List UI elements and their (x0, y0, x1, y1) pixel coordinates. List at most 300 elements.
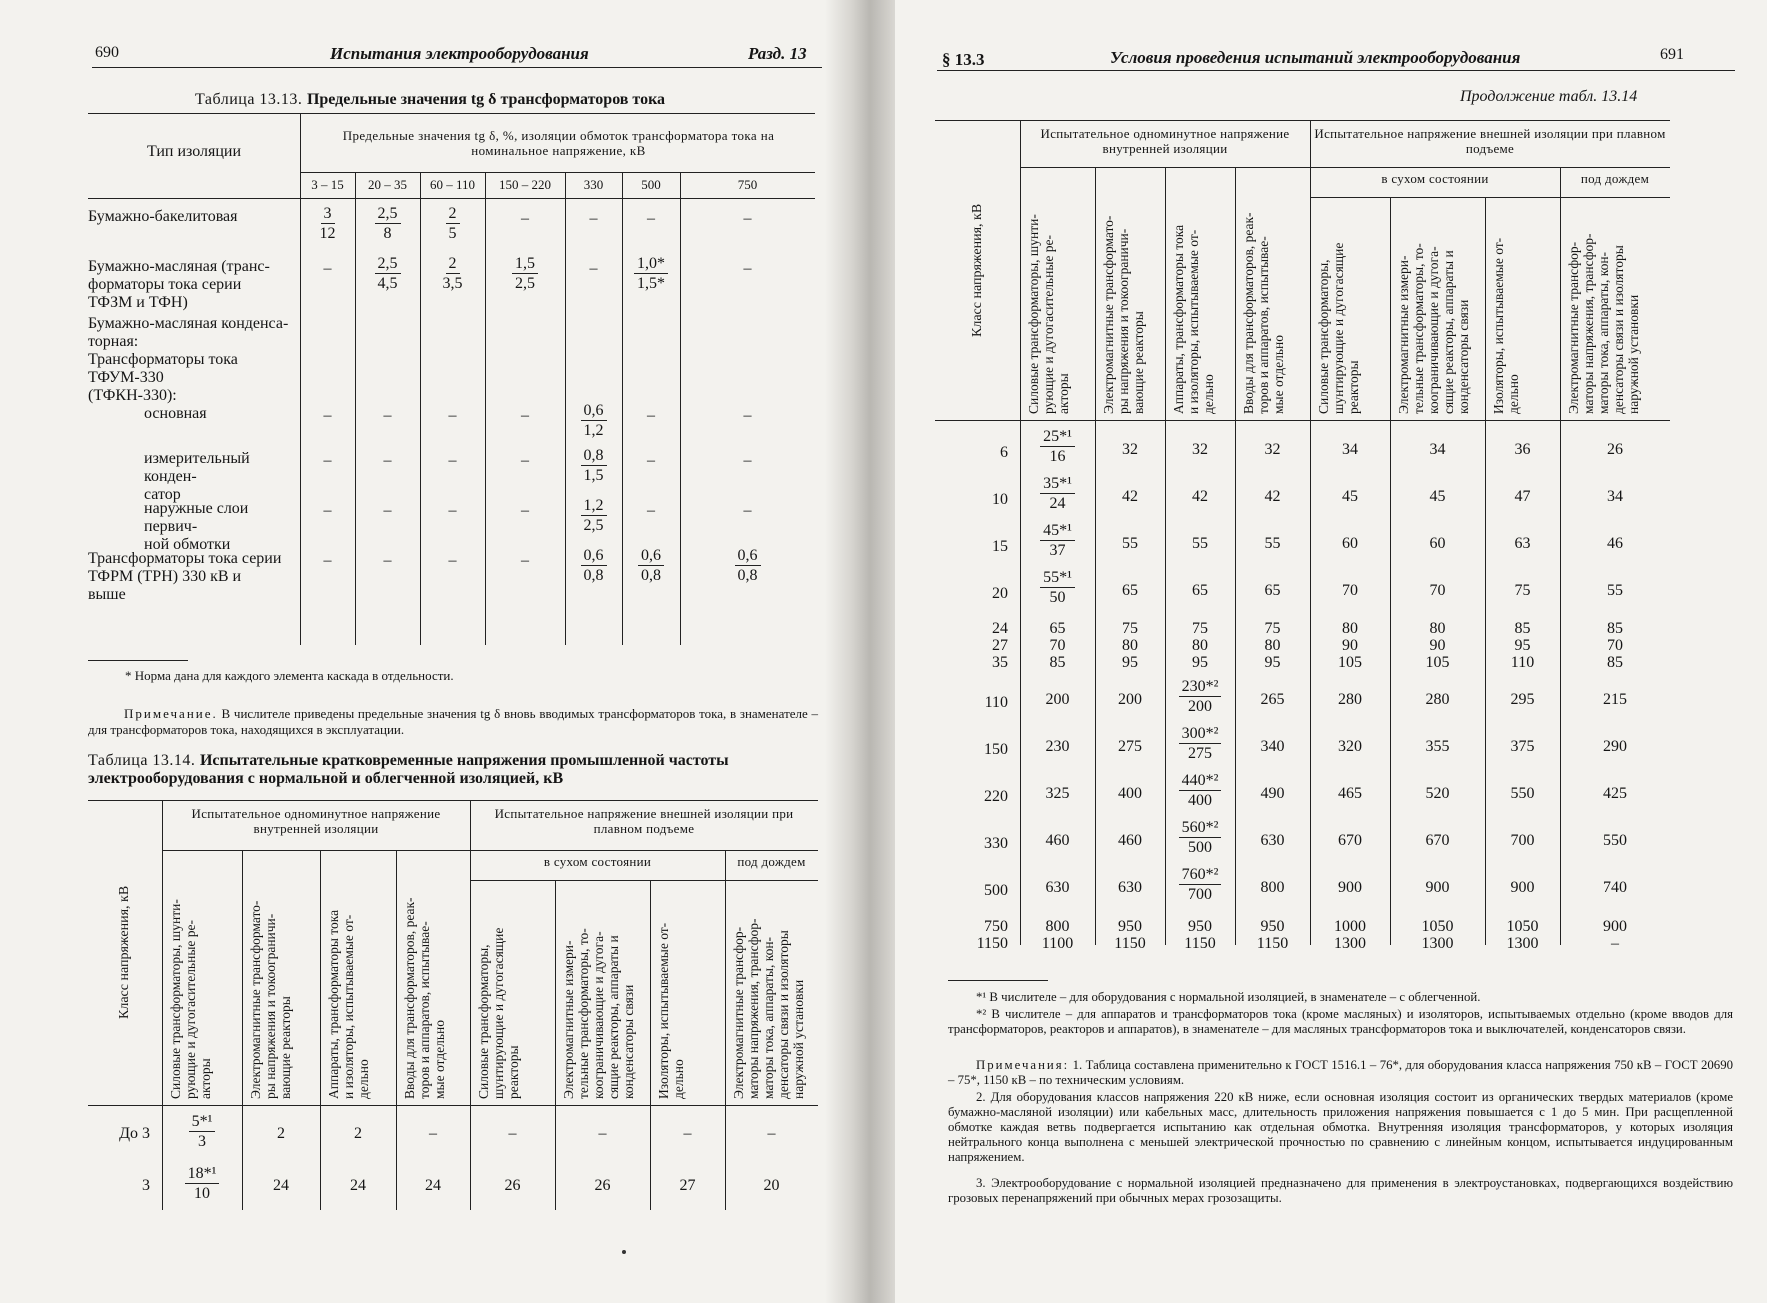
denominator: 2,5 (515, 275, 535, 292)
fraction (1179, 771, 1222, 810)
table-cell: 325 (1045, 785, 1070, 802)
table-rule (88, 800, 818, 801)
table-cell: 26 (1607, 441, 1623, 458)
note-2: 2. Для оборудования классов напряжения 220 кВ ниже, если основная изоляция состоит из органических твердых материалов (кроме бумажно-масляной изоляции) или кабельных масс, длительность приложения напряжения повышается с 1 до 5 мин. При расщепленной обмотке каждая ветвь подвергается испытанию как отдельная обмотка. Внутренняя изоляция трансформаторов, у которых изоляция нейтрального конца выполнена с меньшей электрической прочностью по сравнению с линейным концом, испытывается индуцированным напряжением. (948, 1090, 1733, 1164)
table-cell: – (383, 502, 392, 519)
table-rule (1020, 167, 1670, 168)
fraction (638, 546, 664, 585)
table-cell: – (383, 407, 392, 424)
value-stack: 1050 1300 (1506, 918, 1539, 952)
table-cell: – (323, 452, 332, 469)
table-cell: – (647, 502, 655, 519)
voltage-header: 3 – 15 (311, 177, 344, 192)
table-cell: 32 (1264, 441, 1281, 458)
value-stack: 800 1100 (1041, 918, 1074, 952)
table-rule (300, 172, 815, 173)
right-page (895, 0, 1767, 1303)
table-rule (1390, 197, 1391, 420)
col-header-8: Электромагнитные трансфор- маторы напряжения, трансфор- маторы тока, аппараты, кон- денсаторы связи и изоляторы наружной установки (1566, 233, 1641, 414)
table-cell: 740 (1603, 879, 1627, 896)
col-header-5: Силовые трансформаторы, шунтирующие и дугогасящие реакторы (476, 927, 521, 1099)
numerator: 1,2 (581, 496, 607, 516)
table-cell: 60 (1342, 535, 1358, 552)
table-cell: 26 (594, 1177, 611, 1194)
table-cell (606, 254, 696, 293)
table-cell: 900 (1510, 879, 1535, 896)
klass-value: 220 (984, 788, 1008, 805)
table-cell: 46 (1607, 535, 1623, 552)
table-cell: 20 (763, 1177, 780, 1194)
table-cell: – (743, 407, 752, 424)
klass-value: 150 (984, 741, 1008, 758)
row-label: Бумажно-масляная конденса- торная: Трансформаторы тока ТФУМ-330 (ТФКН-330): (88, 315, 289, 404)
table-cell: 36 (1514, 441, 1531, 458)
denominator: 1,5 (583, 467, 604, 484)
fraction (1179, 724, 1222, 763)
table-rule (1165, 167, 1166, 420)
table-rule (725, 850, 726, 1105)
voltage-header: 500 (641, 177, 661, 192)
running-head-right: Условия проведения испытаний электрооборудования (1110, 48, 1521, 67)
col-header-3: Аппараты, трансформаторы тока и изоляторы, испытываемые от- дельно (1171, 224, 1216, 414)
table-rule (88, 1105, 818, 1106)
table-cell: – (647, 210, 655, 227)
table-cell: 70 (1342, 582, 1358, 599)
numerator: 0,6 (638, 546, 664, 566)
table-cell: 465 (1338, 785, 1362, 802)
table-cell (703, 546, 793, 585)
table-cell: 34 (1342, 441, 1358, 458)
table-cell: 425 (1603, 785, 1627, 802)
table-cell: – (383, 452, 392, 469)
klass-value: 20 (992, 585, 1008, 602)
row-label: наружные слои первич- ной обмотки (144, 500, 249, 553)
col-header-6: Электромагнитные измери- тельные трансформаторы, то- коограничивающие и дугога- сящие реакторы, аппараты и конденсаторы связи (561, 928, 636, 1099)
denominator: 37 (1049, 542, 1066, 559)
table-rule (1095, 167, 1096, 420)
table-cell: 670 (1425, 832, 1450, 849)
table-cell: 24 (273, 1177, 289, 1194)
value-stack: 75 80 95 (1192, 620, 1208, 671)
fraction (375, 254, 401, 293)
table13-footnote: * Норма дана для каждого элемента каскада в отдельности. (125, 668, 454, 683)
table-cell: 75 (1514, 582, 1531, 599)
table-rule (555, 880, 556, 1105)
table-cell: – (383, 552, 392, 569)
numerator: 18*¹ (185, 1164, 220, 1184)
col-values-header: Предельные значения tg δ, %, изоляции обмоток трансформатора тока на номинальное напряжение, кВ (342, 128, 775, 158)
footnote-2: *² В числителе – для аппаратов и трансформаторов тока (кроме масляных) и изоляторов, испытываемых отдельно (кроме вводов для трансформаторов, реакторов и аппаратов), в знаменателе – для масляных трансформаторов тока и выключателей, конденсаторов связи. (948, 1007, 1733, 1036)
klass-value: 330 (984, 835, 1008, 852)
table-cell: 275 (1118, 738, 1142, 755)
fraction (446, 204, 460, 243)
table-cell: 42 (1122, 488, 1138, 505)
table-cell: 42 (1192, 488, 1208, 505)
fraction (581, 546, 607, 585)
denominator: 16 (1049, 448, 1066, 465)
col-header-7: Изоляторы, испытываемые от- дельно (656, 922, 686, 1099)
table-cell: – (448, 407, 457, 424)
fraction (634, 254, 668, 293)
value-stack: 85 95 110 (1510, 620, 1535, 671)
fraction (1040, 521, 1075, 560)
table-cell: 355 (1425, 738, 1450, 755)
table-cell: 460 (1045, 832, 1070, 849)
table-cell: 550 (1510, 785, 1535, 802)
group-outer-header: Испытательное напряжение внешней изоляции при плавном подъеме (494, 806, 794, 836)
table-cell: 630 (1045, 879, 1070, 896)
running-head: Испытания электрооборудования (330, 44, 589, 63)
dry-header: в сухом состоянии (1381, 171, 1489, 186)
row-label: измерительный конден- сатор (144, 450, 250, 503)
value-stack: 75 80 95 (1264, 620, 1281, 671)
table-cell: – (767, 1125, 776, 1142)
table-cell: – (598, 1125, 607, 1142)
denominator: 12 (319, 225, 336, 242)
table-cell: 340 (1260, 738, 1285, 755)
table-cell: 400 (1118, 785, 1142, 802)
table-cell: 45 (1342, 488, 1358, 505)
table-cell: 670 (1338, 832, 1362, 849)
voltage-header: 330 (583, 177, 604, 192)
table-cell: 32 (1122, 441, 1138, 458)
table-cell: – (429, 1125, 437, 1142)
col-header-8: Электромагнитные трансфор- маторы напряжения, трансфор- маторы тока, аппараты, кон- денсаторы связи и изоляторы наружной установки (731, 918, 806, 1099)
col-header-3: Аппараты, трансформаторы тока и изоляторы, испытываемые от- дельно (326, 909, 371, 1099)
value-stack: 900 – (1603, 918, 1627, 952)
row-label: Трансформаторы тока серии ТФРМ (ТРН) 330 кВ и выше (88, 550, 282, 603)
value-stack: 950 1150 (1114, 918, 1146, 952)
col-header-6: Электромагнитные измери- тельные трансформаторы, то- коограничивающие и дугога- сящие реакторы, аппараты и конденсаторы связи (1396, 243, 1471, 414)
table13-note: Примечание. В числителе приведены предельные значения tg δ вновь вводимых трансформаторов тока, в знаменателе – для трансформаторов тока, находящихся в эксплуатации. (88, 706, 819, 737)
numerator: 3 (321, 204, 335, 224)
klass-header: Класс напряжения, кВ (117, 885, 132, 1020)
table-rule (88, 198, 815, 199)
col-header-2: Электромагнитные трансформато- ры напряжения и токоограничи- вающие реакторы (1101, 215, 1146, 414)
col-header-4: Вводы для трансформаторов, реак- торов и аппаратов, испытывае- мые отдельно (402, 897, 447, 1099)
numerator: 560*² (1179, 818, 1222, 838)
table-rule (935, 120, 1670, 121)
table-cell: 900 (1425, 879, 1450, 896)
table-rule (88, 113, 815, 114)
table-cell: – (521, 552, 529, 569)
numerator: 230*² (1179, 677, 1222, 697)
denominator: 3,5 (442, 275, 463, 292)
numerator: 45*¹ (1040, 521, 1075, 541)
table-rule (1235, 167, 1236, 420)
numerator: 55*¹ (1040, 568, 1075, 588)
rain-header: под дождем (737, 854, 806, 869)
numerator: 2,5 (375, 204, 401, 224)
table-cell: 700 (1510, 832, 1535, 849)
klass-value: 10 (992, 491, 1008, 508)
table-cell (157, 1112, 247, 1151)
denominator: 275 (1187, 745, 1212, 762)
numerator: 0,6 (581, 401, 607, 421)
table-cell: 2 (277, 1125, 285, 1142)
fraction (1179, 677, 1222, 716)
numerator: 2,5 (375, 254, 401, 274)
table-cell: 32 (1192, 441, 1208, 458)
table-cell: – (589, 210, 598, 227)
table-rule (1020, 120, 1021, 420)
numerator: 440*² (1179, 771, 1222, 791)
table-cell: 65 (1264, 582, 1281, 599)
note-3: 3. Электрооборудование с нормальной изоляцией предназначено для применения в электроустановках, подвергающихся воздействию грозовых перенапряжений при обычных мерах грозозащиты. (948, 1176, 1733, 1205)
klass-value: 6 (1000, 444, 1008, 461)
table13-caption: Таблица 13.13. Предельные значения tg δ трансформаторов тока (195, 91, 666, 108)
table-rule (470, 800, 471, 1105)
denominator: 0,8 (583, 567, 604, 584)
table14-caption: Таблица 13.14. Испытательные кратковременные напряжения промышленной частоты электрооборудования с нормальной и облегченной изоляцией, кВ (88, 752, 729, 787)
denominator: 8 (383, 225, 392, 242)
dry-header: в сухом состоянии (543, 854, 652, 869)
table-cell: 55 (1122, 535, 1138, 552)
table-cell: 630 (1260, 832, 1285, 849)
denominator: 50 (1049, 589, 1066, 606)
table-cell: 375 (1510, 738, 1535, 755)
table-cell: 24 (350, 1177, 366, 1194)
table-cell (157, 1164, 247, 1203)
fraction (581, 496, 607, 535)
table-cell: – (323, 552, 332, 569)
value-stack: 75 80 95 (1122, 620, 1138, 671)
fraction (443, 254, 463, 293)
klass-value: 500 (984, 882, 1008, 899)
table-cell: 460 (1118, 832, 1142, 849)
denominator: 1,5* (637, 275, 665, 292)
table-cell: 70 (1429, 582, 1446, 599)
row-label: Бумажно-бакелитовая (88, 208, 238, 225)
table-cell: 55 (1192, 535, 1208, 552)
table-cell: 60 (1429, 535, 1446, 552)
table-cell: 2 (354, 1125, 362, 1142)
table-cell: 265 (1260, 691, 1285, 708)
fraction (581, 401, 607, 440)
table-cell: 26 (504, 1177, 521, 1194)
value-stack: 1050 1300 (1421, 918, 1454, 952)
denominator: 1,2 (583, 422, 604, 439)
table-cell: 55 (1607, 582, 1623, 599)
klass-value: 15 (992, 538, 1008, 555)
fraction (581, 446, 607, 485)
table-cell: 215 (1603, 691, 1627, 708)
table-cell: 42 (1264, 488, 1281, 505)
table-cell: – (743, 210, 752, 227)
table-rule (1485, 197, 1486, 420)
klass-header: Класс напряжения, кВ (969, 203, 985, 337)
value-stack: 65 70 85 (1049, 620, 1066, 671)
denominator: 4,5 (377, 275, 398, 292)
denominator: 200 (1187, 698, 1212, 715)
fraction (735, 546, 761, 585)
fraction (1179, 865, 1222, 904)
table-cell: 800 (1260, 879, 1285, 896)
denominator: 3 (197, 1133, 206, 1150)
table-cell: 630 (1118, 879, 1142, 896)
table-rule (396, 850, 397, 1105)
numerator: 35*¹ (1040, 474, 1075, 494)
numerator: 0,6 (735, 546, 761, 566)
klass-stack: 24 27 35 (992, 620, 1008, 671)
print-speck (622, 1250, 626, 1254)
fraction (1040, 427, 1075, 466)
table-cell: – (508, 1125, 517, 1142)
numerator: 1,5 (512, 254, 538, 274)
table-rule (650, 880, 651, 1105)
header-rule (92, 67, 822, 68)
footnote-rule (88, 660, 188, 661)
klass-stack: 750 1150 (976, 918, 1008, 952)
table-cell: 200 (1045, 691, 1070, 708)
fraction (375, 204, 401, 243)
fraction (320, 204, 336, 243)
table-cell: 230 (1045, 738, 1070, 755)
table-cell: 900 (1338, 879, 1362, 896)
page-number-right: 691 (1660, 46, 1684, 63)
footnote-1: *¹ В числителе – для оборудования с нормальной изоляцией, в знаменателе – с облегченной. (976, 990, 1481, 1004)
fraction (1179, 818, 1222, 857)
table-cell: – (448, 552, 457, 569)
value-stack: 950 1150 (1184, 918, 1216, 952)
value-stack: 950 1150 (1256, 918, 1289, 952)
value-stack: 80 90 105 (1425, 620, 1450, 671)
table-cell: 490 (1260, 785, 1285, 802)
col-header-5: Силовые трансформаторы, шунтирующие и дугогасящие реакторы (1316, 242, 1361, 414)
continuation-label: Продолжение табл. 13.14 (1460, 88, 1638, 105)
fraction (185, 1164, 220, 1203)
section-mark: § 13.3 (942, 50, 985, 69)
table-cell: – (743, 260, 752, 277)
voltage-header: 150 – 220 (499, 177, 551, 192)
numerator: 2 (446, 204, 460, 224)
table-cell: 200 (1118, 691, 1142, 708)
table-cell: 295 (1510, 691, 1535, 708)
denominator: 2,5 (583, 517, 604, 534)
group-inner-header: Испытательное одноминутное напряжение внутренней изоляции (191, 806, 441, 836)
table-cell: До 3 (119, 1125, 150, 1142)
table-cell: 24 (425, 1177, 441, 1194)
table-cell: – (647, 407, 655, 424)
col-header-1: Силовые трансформаторы, шунти- рующие и дугогасительные ре- акторы (168, 899, 213, 1099)
numerator: 5*¹ (189, 1112, 216, 1132)
table-cell: 280 (1338, 691, 1362, 708)
col-header-1: Силовые трансформаторы, шунти- рующие и дугогасительные ре- акторы (1026, 214, 1071, 414)
table-cell: – (521, 452, 529, 469)
denominator: 5 (448, 225, 457, 242)
voltage-header: 20 – 35 (368, 177, 407, 192)
table-cell: 45 (1429, 488, 1446, 505)
denominator: 10 (193, 1185, 210, 1202)
fraction (512, 254, 538, 293)
table-rule (162, 800, 163, 1105)
table-cell: – (448, 502, 457, 519)
numerator: 760*² (1179, 865, 1222, 885)
row-label: основная (144, 405, 207, 422)
voltage-header: 60 – 110 (429, 177, 476, 192)
voltage-header: 750 (737, 177, 758, 192)
table-rule (162, 850, 818, 851)
col-header-4: Вводы для трансформаторов, реак- торов и аппаратов, испытывае- мые отдельно (1241, 212, 1286, 414)
table-cell: 34 (1429, 441, 1446, 458)
table-cell: 65 (1122, 582, 1138, 599)
table-cell: 320 (1338, 738, 1362, 755)
value-stack: 85 70 85 (1607, 620, 1623, 671)
value-stack: 80 90 105 (1338, 620, 1362, 671)
footnote-rule-right (948, 980, 1048, 981)
header-rule-right (937, 70, 1735, 71)
table-cell: – (521, 502, 529, 519)
numerator: 300*² (1179, 724, 1222, 744)
fraction (1040, 474, 1075, 513)
table-cell: – (323, 260, 332, 277)
row-label: Бумажно-масляная (транс- форматоры тока серии ТФЗМ и ТФН) (88, 258, 270, 311)
numerator: 0,6 (581, 546, 607, 566)
note-1: Примечания: 1. Таблица составлена применительно к ГОСТ 1516.1 – 76*, для оборудования класса напряжения 750 кВ – ГОСТ 20690 – 75*, 1150 кВ – по техническим условиям. (948, 1058, 1734, 1087)
table-cell: – (647, 452, 655, 469)
table-rule (1560, 167, 1561, 420)
denominator: 24 (1049, 495, 1066, 512)
table-rule (320, 850, 321, 1105)
table-rule (1310, 197, 1670, 198)
numerator: 0,8 (581, 446, 607, 466)
fraction (1040, 568, 1075, 607)
group-inner-header: Испытательное одноминутное напряжение внутренней изоляции (1040, 126, 1290, 156)
table-cell: – (589, 260, 598, 277)
table-cell: – (683, 1125, 692, 1142)
table-cell: – (521, 407, 529, 424)
value-stack: 1000 1300 (1334, 918, 1366, 952)
table-cell: – (521, 210, 529, 227)
table-cell: 55 (1264, 535, 1281, 552)
table-rule (1310, 120, 1311, 420)
col-type-header: Тип изоляции (146, 143, 242, 160)
table-rule (470, 880, 818, 881)
col-header-7: Изоляторы, испытываемые от- дельно (1491, 237, 1521, 414)
table-cell: – (743, 502, 752, 519)
table-cell: – (323, 502, 332, 519)
col-header-2: Электромагнитные трансформато- ры напряжения и токоограничи- вающие реакторы (248, 900, 293, 1099)
table-cell: 3 (142, 1177, 150, 1194)
denominator: 400 (1187, 792, 1212, 809)
table-cell: 63 (1514, 535, 1531, 552)
table-cell: 290 (1603, 738, 1627, 755)
denominator: 0,8 (641, 567, 661, 584)
section-head: Разд. 13 (748, 44, 807, 63)
table-cell: – (448, 452, 457, 469)
numerator: 2 (446, 254, 460, 274)
group-outer-header: Испытательное напряжение внешней изоляции при плавном подъеме (1314, 126, 1666, 156)
table-cell: – (323, 407, 332, 424)
page-number: 690 (95, 44, 119, 61)
rain-header: под дождем (1580, 171, 1650, 186)
table-cell: 27 (679, 1177, 696, 1194)
fraction (189, 1112, 216, 1151)
table-rule (242, 850, 243, 1105)
table-cell: 550 (1603, 832, 1627, 849)
denominator: 700 (1187, 886, 1212, 903)
table-cell: 520 (1425, 785, 1450, 802)
table-cell: – (743, 452, 752, 469)
table-cell: 280 (1425, 691, 1450, 708)
numerator: 25*¹ (1040, 427, 1075, 447)
table-cell: 47 (1514, 488, 1531, 505)
numerator: 1,0* (634, 254, 668, 274)
denominator: 0,8 (737, 567, 758, 584)
table-cell: 34 (1607, 488, 1623, 505)
left-page (0, 0, 840, 1303)
denominator: 500 (1187, 839, 1212, 856)
